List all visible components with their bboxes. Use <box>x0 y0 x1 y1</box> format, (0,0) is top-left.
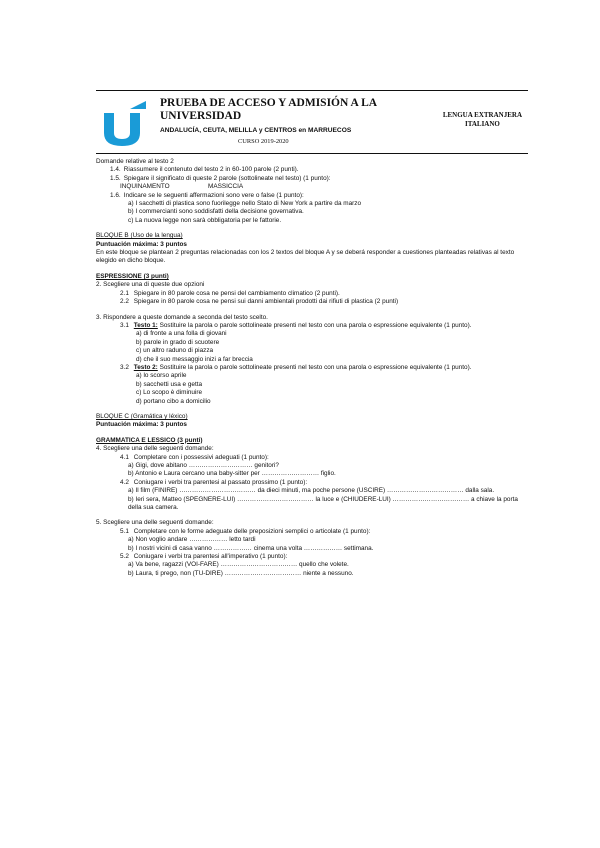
question-1-4: 1.4. Riassumere il contenuto del testo 2 in 60-100 parole (2 punti). <box>110 166 299 174</box>
question-4-1: 4.1 Completare con i possessivi adeguati (1 punto): <box>120 453 269 461</box>
question-2-2: 2.2 Spiegare in 80 parole cosa ne pensi sui danni ambientali prodotti dai rifiuti di plastica (2 punti) <box>120 298 399 306</box>
question-3-1-a: a) di fronte a una folla di giovani <box>136 330 227 338</box>
question-4-1-b: b) Antonio e Laura cercano una baby-sitter per ……………………… figlio. <box>128 470 336 478</box>
section-c-score: Puntuación máxima: 3 puntos <box>96 421 187 429</box>
grammatica-title: GRAMMATICA E LESSICO (3 punti) <box>96 436 203 444</box>
exam-subject: LENGUA EXTRANJERA ITALIANO <box>442 111 522 128</box>
question-4-2-b: b) Ieri sera, Matteo (SPEGNERE-LUI) ……………………………… la luce e (CHIUDERE-LUI) ……………………………… a chiave la porta della sua camera. <box>128 495 518 512</box>
university-logo-icon <box>100 99 152 147</box>
question-5-2-a: a) Va bene, ragazzi (VOI-FARE) ……………………………… quello che volete. <box>128 561 349 569</box>
question-3-1-d: d) che il suo messaggio inizi a far breccia <box>136 355 253 363</box>
question-3: 3. Rispondere a queste domande a seconda del testo scelto. <box>96 313 268 321</box>
question-2-1: 2.1 Spiegare in 80 parole cosa ne pensi del cambiamento climatico (2 punti). <box>120 289 340 297</box>
question-1-5-words: INQUINAMENTO MASSICCIA <box>120 183 244 191</box>
question-1-6-c: c) La nuova legge non sarà obbligatoria per le fattorie. <box>128 216 282 224</box>
question-1-6: 1.6. Indicare se le seguenti affermazioni sono vere o false (1 punto): <box>110 191 304 199</box>
question-3-1-c: c) un altro raduno di piazza <box>136 347 214 355</box>
question-5-2: 5.2 Coniugare i verbi tra parentesi all'imperativo (1 punto): <box>120 553 288 561</box>
question-3-2: 3.2 Testo 2: Sostituire la parola o parole sottolineate presenti nel testo con una parola o espressione equivalente (1 punto). <box>120 363 472 371</box>
section-c-title: BLOQUE C (Gramática y léxico) <box>96 412 188 420</box>
question-3-1-b: b) parole in grado di scuotere <box>136 338 220 346</box>
question-2: 2. Scegliere una di queste due opzioni <box>96 281 205 289</box>
section-b-score: Puntuación máxima: 3 puntos <box>96 240 187 248</box>
question-1-5: 1.5. Spiegare il significato di queste 2 parole (sottolineate nel testo) (1 punto): <box>110 174 331 182</box>
exam-title: PRUEBA DE ACCESO Y ADMISIÓN A LA UNIVERSIDAD <box>160 97 378 122</box>
question-3-2-a: a) lo scorso aprile <box>136 372 187 380</box>
exam-header <box>96 90 528 154</box>
question-3-2-b: b) sacchetti usa e getta <box>136 380 203 388</box>
question-5-1: 5.1 Completare con le forme adeguate delle preposizioni semplici o articolate (1 punto): <box>120 527 371 535</box>
question-4: 4. Scegliere una delle seguenti domande: <box>96 445 214 453</box>
question-3-1: 3.1 Testo 1: Sostituire la parola o parole sottolineate presenti nel testo con una parola o espressione equivalente (1 punto). <box>120 321 472 329</box>
question-4-2: 4.2 Coniugare i verbi tra parentesi al passato prossimo (1 punto): <box>120 478 308 486</box>
question-3-2-d: d) portano cibo a domicilio <box>136 397 211 405</box>
question-5-1-a: a) Non voglio andare ……………… letto tardi <box>128 536 256 544</box>
exam-region: ANDALUCÍA, CEUTA, MELILLA y CENTROS en MARRUECOS <box>160 127 352 134</box>
section-b-description: En este bloque se plantean 2 preguntas relacionadas con los 2 textos del bloque A y se deberá responder a cuestiones planteadas relativas al texto elegido en dicho bloque. <box>96 249 515 265</box>
question-5-2-b: b) Laura, ti prego, non (TU-DIRE) ……………………………… niente a nessuno. <box>128 569 354 577</box>
question-5-1-b: b) I nostri vicini di casa vanno ……………… cinema una volta ……………… settimana. <box>128 544 374 552</box>
espressione-title: ESPRESSIONE (3 punti) <box>96 272 169 280</box>
question-5: 5. Scegliere una delle seguenti domande: <box>96 519 214 527</box>
section-b-title: BLOQUE B (Uso de la lengua) <box>96 232 183 240</box>
exam-page <box>96 90 528 578</box>
question-4-2-a: a) Il film (FINIRE) ……………………………… da dieci minuti, ma poche persone (USCIRE) ……………………………… dalla sala. <box>128 487 495 495</box>
section-a-intro: Domande relative al testo 2 <box>96 158 174 165</box>
question-1-6-b: b) I commercianti sono soddisfatti della decisione governativa. <box>128 208 304 216</box>
question-1-6-a: a) I sacchetti di plastica sono fuorilegge nello Stato di New York a partire da marzo <box>128 200 362 208</box>
question-4-1-a: a) Gigi, dove abitano ………………………… genitori? <box>128 462 279 469</box>
question-3-2-c: c) Lo scopo è diminuire <box>136 389 203 397</box>
exam-year: CURSO 2019-2020 <box>238 138 289 145</box>
